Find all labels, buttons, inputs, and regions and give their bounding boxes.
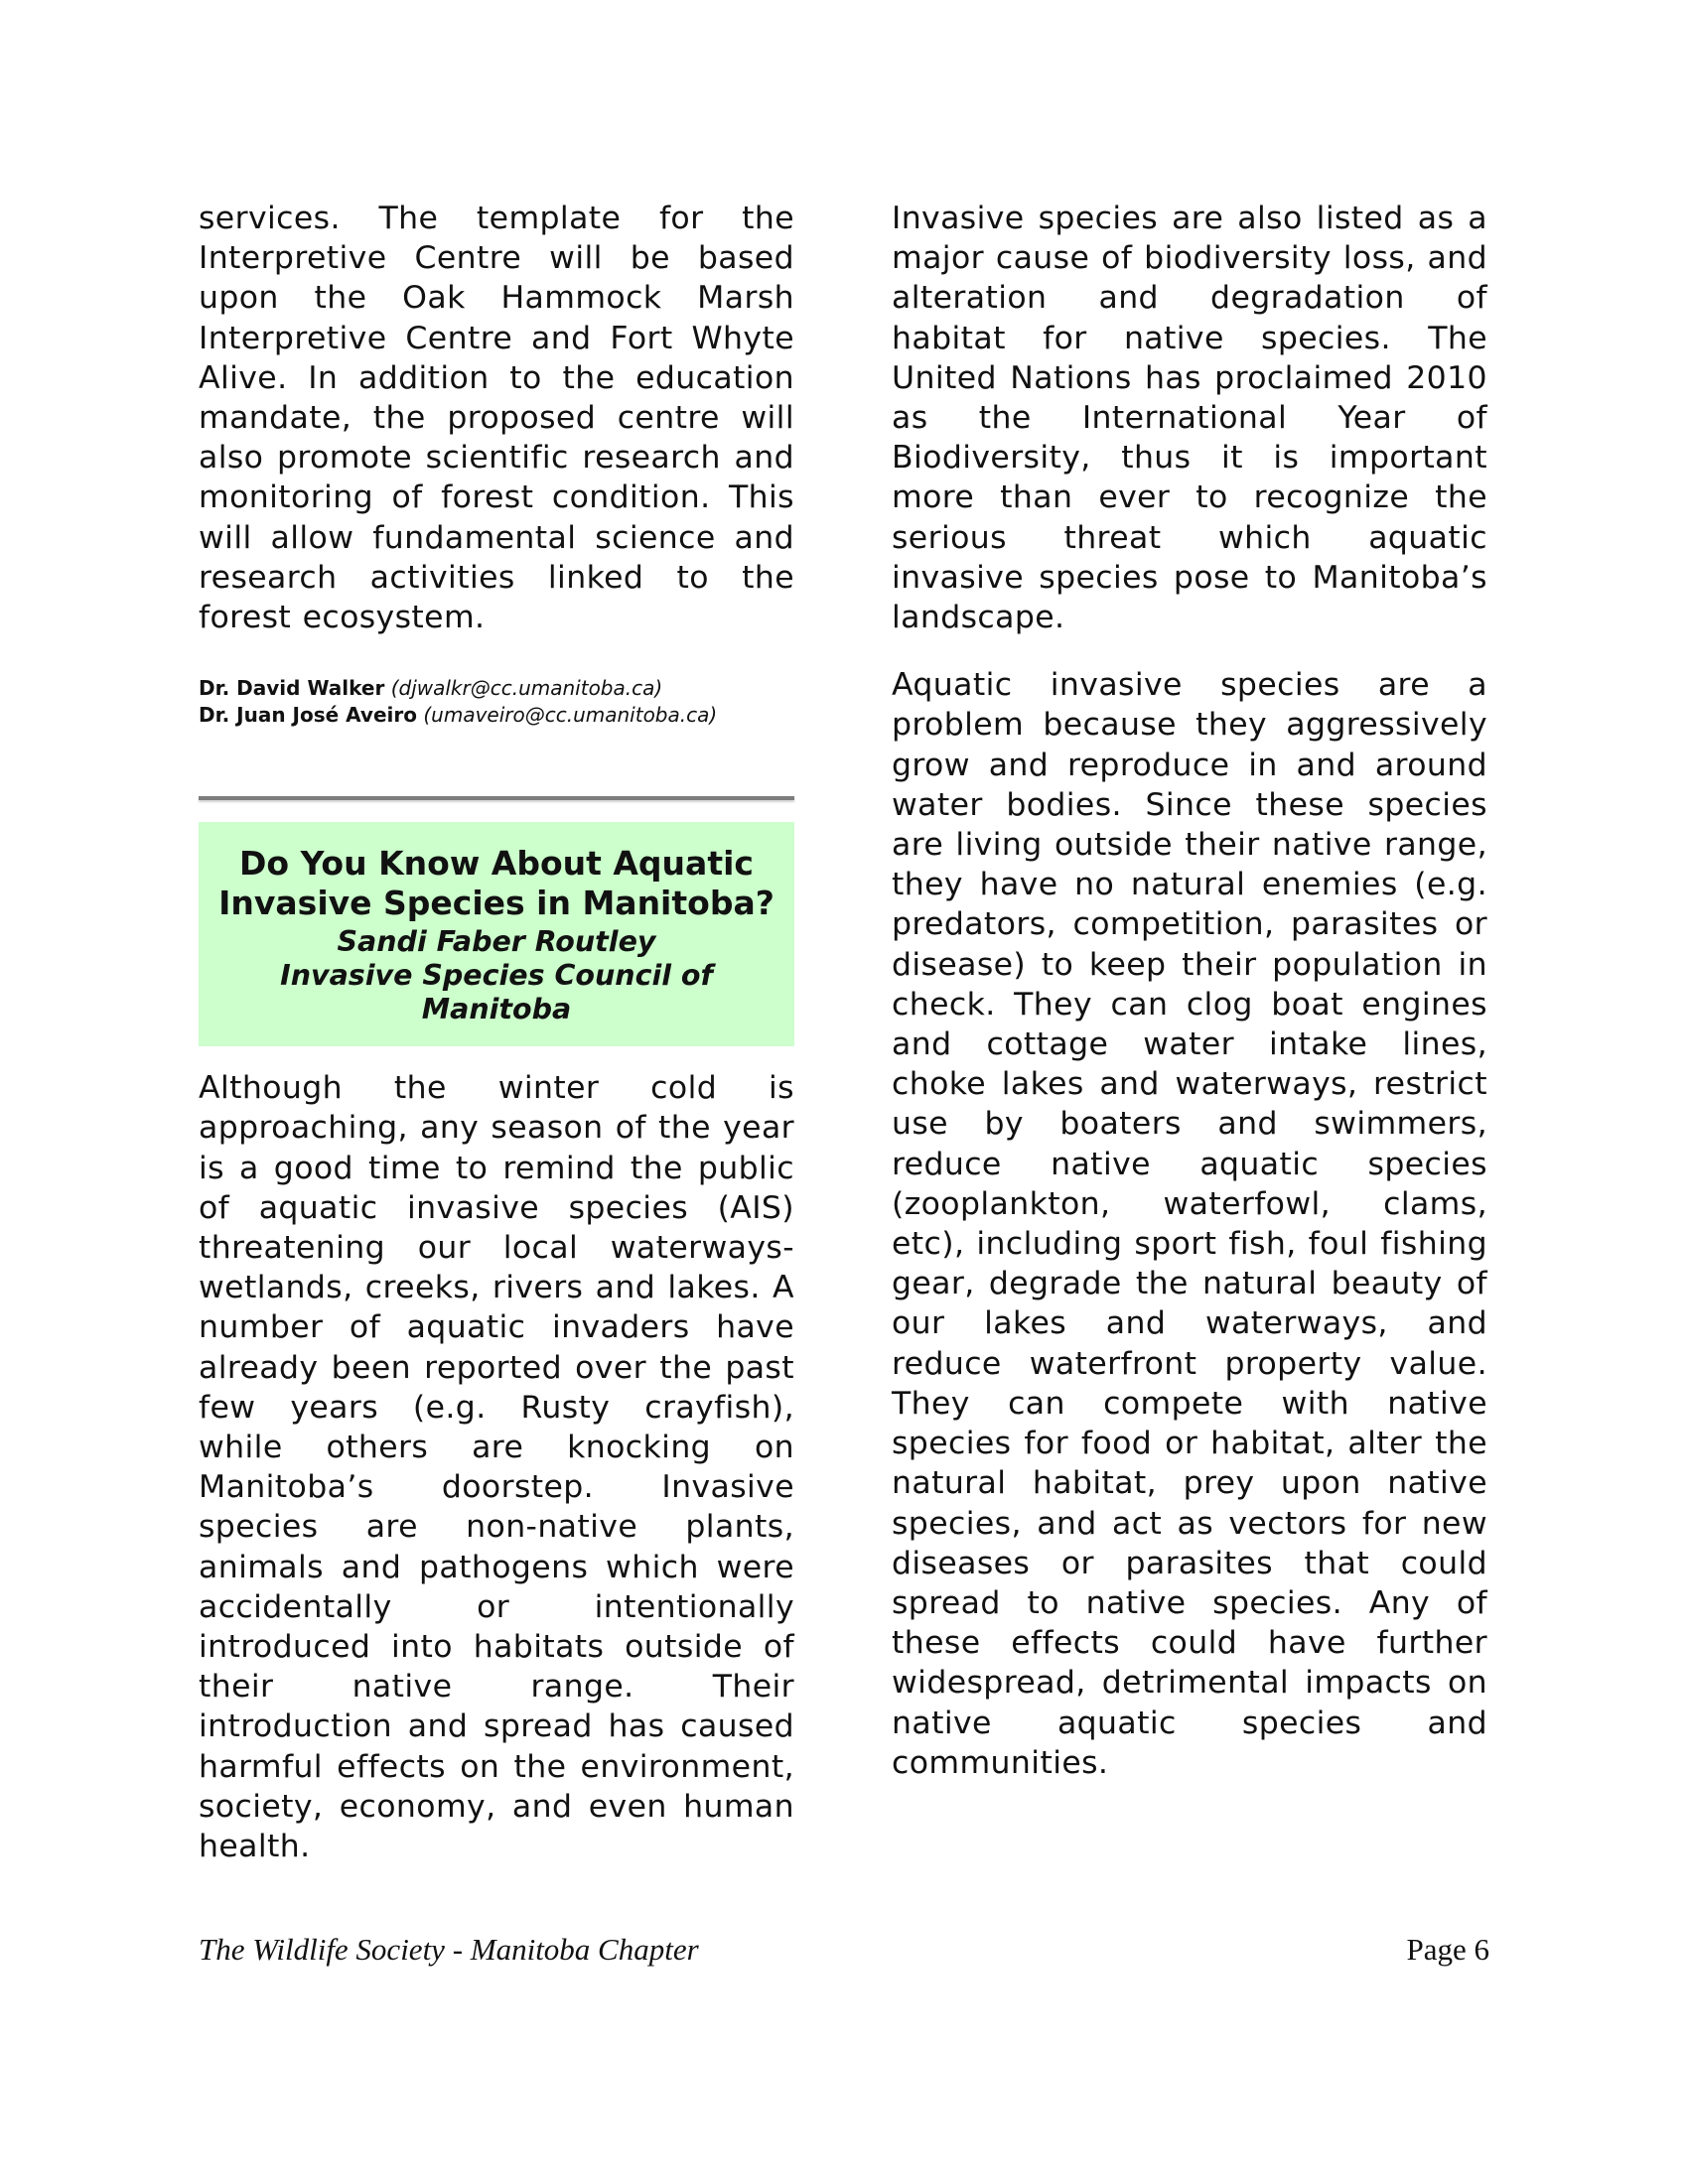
author-name: Dr. David Walker — [199, 676, 385, 701]
footer-publication: The Wildlife Society - Manitoba Chapter — [199, 1932, 699, 1967]
article-organization: Invasive Species Council of Manitoba — [280, 959, 713, 1026]
article-body-paragraph: Invasive species are also listed as a major cause of biodiversity loss, and alteration and degradation of habitat for native species. The United Nations has proclaimed 2010 as the International Year of Biodiversity, thus it is important more than ever to recognize the serious threat which aquatic invasive species pose to Manitoba’s landscape. — [892, 201, 1487, 636]
article-body-paragraph: Aquatic invasive species are a problem because they aggressively grow and reproduce in and around water bodies. Since these species are living outside their native range, they have no natural enemies (e.g. predators, competition, parasites or disease) to keep their population in check. They can clog boat engines and cottage water intake lines, choke lakes and waterways, restrict use by boaters and swimmers, reduce native aquatic species (zooplankton, waterfowl, clams, etc), including sport fish, foul fishing gear, degrade the natural beauty of our lakes and waterways, and reduce waterfront property value. They can compete with native species for food or habitat, alter the natural habitat, prey upon native species, and act as vectors for new diseases or parasites that could spread to native species. Any of these effects could have further widespread, detrimental impacts on native aquatic species and communities. — [892, 667, 1487, 1781]
article-title: Do You Know About Aquatic Invasive Species in Manitoba? — [218, 844, 774, 923]
right-column — [892, 199, 1487, 1783]
author-credits — [199, 675, 794, 729]
left-column — [199, 199, 794, 1866]
intro-paragraph: services. The template for the Interpretive Centre will be based upon the Oak Hammock Marsh Interpretive Centre and Fort Whyte Alive. In addition to the education mandate, the proposed centre will also promote scientific research and monitoring of forest condition. This will allow fundamental science and research activities linked to the forest ecosystem. — [199, 201, 794, 636]
article-body-paragraph: Although the winter cold is approaching, any season of the year is a good time to remind the public of aquatic invasive species (AIS) threatening our local waterways- wetlands, creeks, rivers and lakes. A number of aquatic invaders have already been reported over the past few years (e.g. Rusty crayfish), while others are knocking on Manitoba’s doorstep. Invasive species are non-native plants, animals and pathogens which were accidentally or intentionally introduced into habitats outside of their native range. Their introduction and spread has caused harmful effects on the environment, society, economy, and even human health. — [199, 1070, 794, 1865]
author-email: (djwalkr@cc.umanitoba.ca) — [390, 676, 663, 701]
section-divider — [199, 796, 794, 800]
author-line — [199, 675, 794, 702]
article-author: Sandi Faber Routley — [337, 925, 656, 959]
author-line — [199, 702, 794, 729]
author-email: (umaveiro@cc.umanitoba.ca) — [423, 703, 718, 728]
article-header-box — [199, 822, 794, 1046]
author-name: Dr. Juan José Aveiro — [199, 703, 417, 728]
page-number: Page 6 — [1406, 1932, 1489, 1967]
